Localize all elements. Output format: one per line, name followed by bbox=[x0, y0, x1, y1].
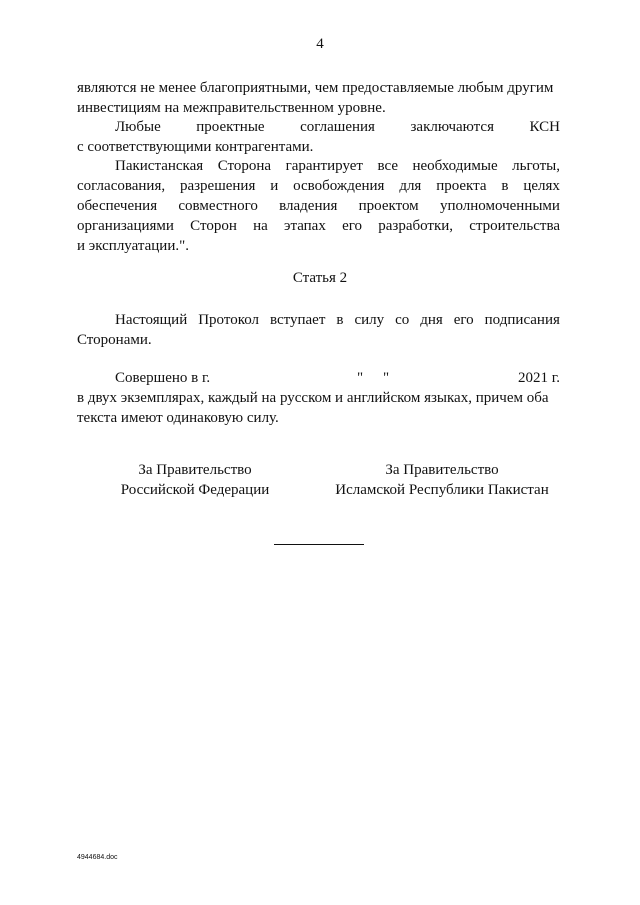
paragraph-project-agreements bbox=[77, 117, 560, 157]
word: Настоящий bbox=[115, 312, 188, 328]
word: дня bbox=[420, 312, 443, 328]
word: на bbox=[253, 218, 268, 234]
paragraph-line bbox=[77, 117, 560, 137]
signature-line: За Правительство bbox=[138, 462, 252, 478]
done-at-prefix: Совершено в г. bbox=[115, 370, 211, 386]
word: строительства bbox=[469, 218, 560, 234]
word: разрешения bbox=[179, 178, 256, 194]
word: организациями bbox=[77, 218, 174, 234]
word: обеспечения bbox=[77, 198, 158, 214]
word: его bbox=[453, 312, 474, 328]
paragraph-line bbox=[77, 176, 560, 196]
paragraph-line: с соответствующими контрагентами. bbox=[77, 139, 314, 155]
word: владения bbox=[279, 198, 338, 214]
word: гарантирует bbox=[285, 158, 363, 174]
word: его bbox=[342, 218, 363, 234]
page-number: 4 bbox=[316, 36, 324, 52]
paragraph-done-at bbox=[77, 368, 560, 428]
word: проектные bbox=[196, 119, 265, 135]
word: вступает bbox=[269, 312, 326, 328]
word: Любые bbox=[115, 119, 161, 135]
word: и bbox=[270, 178, 279, 194]
paragraph-line bbox=[77, 156, 560, 176]
word: этапах bbox=[284, 218, 326, 234]
date-quote-open: " bbox=[357, 370, 364, 386]
paragraph-line: Сторонами. bbox=[77, 332, 152, 348]
paragraph-line bbox=[77, 196, 560, 216]
signature-block-russia bbox=[110, 460, 280, 500]
year: 2021 г. bbox=[518, 370, 560, 386]
word: необходимые bbox=[412, 158, 498, 174]
done-at-line bbox=[77, 368, 560, 388]
word: КСН bbox=[529, 119, 560, 135]
paragraph-continuation bbox=[77, 78, 560, 118]
paragraph-line bbox=[77, 216, 560, 236]
paragraph-entry-into-force bbox=[77, 310, 560, 350]
paragraph-line: и эксплуатации.". bbox=[77, 238, 189, 254]
paragraph-line: в двух экземплярах, каждый на русском и английском языках, причем оба bbox=[77, 390, 549, 406]
end-rule bbox=[274, 544, 364, 545]
signature-block-pakistan bbox=[328, 460, 556, 500]
paragraph-line: текста имеют одинаковую силу. bbox=[77, 410, 279, 426]
word: разработки, bbox=[378, 218, 454, 234]
footer-file-code: 4944684.doc bbox=[77, 854, 118, 861]
word: для bbox=[399, 178, 422, 194]
paragraph-guarantees bbox=[77, 156, 560, 256]
word: все bbox=[377, 158, 398, 174]
signature-line: Российской Федерации bbox=[120, 482, 270, 498]
word: освобождения bbox=[293, 178, 385, 194]
signature-line: За Правительство bbox=[385, 462, 499, 478]
word: уполномоченными bbox=[439, 198, 560, 214]
word: Протокол bbox=[198, 312, 260, 328]
word: Пакистанская bbox=[115, 158, 204, 174]
word: в bbox=[336, 312, 344, 328]
paragraph-line: инвестициям на межправительственном уровне. bbox=[77, 100, 386, 116]
paragraph-line: являются не менее благоприятными, чем предоставляемые любым другим bbox=[77, 80, 554, 96]
word: целях bbox=[523, 178, 560, 194]
word: заключаются bbox=[410, 119, 494, 135]
paragraph-line bbox=[77, 310, 560, 330]
word: подписания bbox=[484, 312, 560, 328]
article-title: Статья 2 bbox=[292, 270, 348, 286]
word: Сторона bbox=[217, 158, 272, 174]
word: Сторон bbox=[190, 218, 237, 234]
signature-line: Исламской Республики Пакистан bbox=[335, 482, 549, 498]
word: льготы, bbox=[512, 158, 560, 174]
word: силу bbox=[354, 312, 385, 328]
date-quote-close: " bbox=[383, 370, 390, 386]
word: в bbox=[501, 178, 509, 194]
word: проекта bbox=[436, 178, 487, 194]
word: соглашения bbox=[300, 119, 375, 135]
word: проектом bbox=[358, 198, 419, 214]
word: согласования, bbox=[77, 178, 166, 194]
word: со bbox=[395, 312, 410, 328]
word: совместного bbox=[178, 198, 258, 214]
